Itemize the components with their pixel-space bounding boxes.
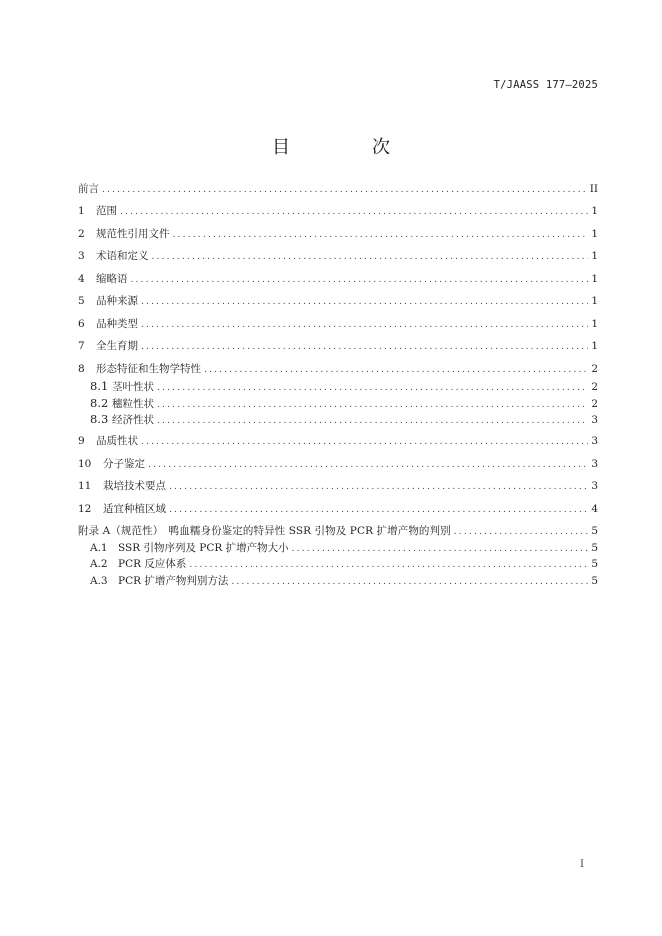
toc-page: 1 [591, 317, 598, 330]
toc-entry-a-1[interactable] [78, 540, 598, 556]
toc-leader [173, 227, 589, 243]
toc-page: 3 [591, 457, 598, 470]
toc-entry-8-2[interactable] [78, 395, 598, 411]
toc-entry-12[interactable] [78, 501, 598, 517]
toc-leader [152, 249, 589, 265]
toc-label: 范围 [96, 205, 117, 217]
toc-number: A.1 [90, 541, 108, 554]
toc-page: 1 [591, 340, 598, 352]
toc-number: 8 [78, 362, 85, 375]
toc-leader [120, 204, 588, 220]
toc-number: 5 [78, 295, 85, 307]
toc-entry-8-3[interactable] [78, 411, 598, 427]
toc-page: 5 [591, 541, 598, 554]
toc-leader [131, 272, 589, 288]
toc-entry-10[interactable] [78, 456, 598, 472]
toc-number: 7 [78, 340, 85, 352]
toc-number: 4 [78, 272, 85, 285]
toc-label: PCR 反应体系 [118, 558, 187, 570]
standard-code: T/JAASS 177—2025 [493, 79, 598, 91]
toc-leader [141, 317, 588, 333]
toc-entry-2[interactable] [78, 226, 598, 242]
toc-number: A.2 [90, 558, 108, 570]
toc-label: 形态特征和生物学特性 [96, 362, 201, 375]
toc-label: PCR 扩增产物判别方法 [118, 574, 229, 587]
toc-leader [189, 557, 588, 573]
toc-number: 6 [78, 317, 85, 330]
toc-page: II [589, 183, 598, 195]
toc-page: 5 [591, 558, 598, 570]
toc-label: 规范性引用文件 [96, 227, 170, 240]
toc-page: 3 [591, 480, 598, 492]
toc-leader [292, 541, 589, 557]
toc-entry-6[interactable] [78, 316, 598, 332]
toc-number: 12 [78, 502, 92, 515]
toc-label: 附录 A（规范性） 鸭血糯身份鉴定的特异性 SSR 引物及 PCR 扩增产物的判别 [78, 525, 451, 537]
toc-label: 前言 [78, 183, 99, 195]
toc-entry-appendix-a[interactable] [78, 523, 598, 539]
toc-entry-7[interactable] [78, 338, 598, 354]
toc-label: 品质性状 [96, 435, 138, 447]
toc-label: 全生育期 [96, 340, 138, 352]
toc-leader [141, 434, 588, 450]
toc-page: 4 [591, 502, 598, 515]
toc-number: 8.3 [90, 412, 109, 426]
toc-page: 1 [591, 295, 598, 307]
toc-number: 11 [78, 480, 92, 492]
toc-label: SSR 引物序列及 PCR 扩增产物大小 [118, 541, 289, 554]
toc-label: 品种类型 [96, 317, 138, 330]
toc-leader [148, 457, 588, 473]
toc-entry-11[interactable] [78, 478, 598, 494]
toc-entry-9[interactable] [78, 433, 598, 449]
toc-leader [169, 502, 588, 518]
toc-page: 1 [591, 250, 598, 262]
toc-number: A.3 [90, 574, 108, 587]
toc-number: 1 [78, 205, 85, 217]
toc-label: 缩略语 [96, 272, 128, 285]
toc-page: 1 [591, 227, 598, 240]
toc-number: 10 [78, 457, 92, 470]
toc-leader [141, 294, 588, 310]
toc-page: 1 [591, 205, 598, 217]
toc-page: 2 [591, 381, 598, 393]
toc-entry-5[interactable] [78, 293, 598, 309]
toc-leader [169, 479, 588, 495]
toc-label: 茎叶性状 [112, 381, 154, 393]
toc-page: 5 [591, 525, 598, 537]
toc-entry-foreword[interactable] [78, 181, 598, 197]
toc-number: 3 [78, 250, 85, 262]
toc-label: 适宜种植区域 [103, 502, 166, 515]
toc-entry-8[interactable] [78, 361, 598, 377]
toc-page: 3 [591, 435, 598, 447]
toc-label: 穗粒性状 [112, 397, 154, 410]
toc-entry-4[interactable] [78, 271, 598, 287]
page-title: 目 次 [272, 137, 422, 158]
toc-leader [157, 413, 588, 429]
toc-number: 8.2 [90, 395, 109, 410]
toc-entry-1[interactable] [78, 203, 598, 219]
toc-number: 9 [78, 435, 85, 447]
toc-page: 1 [591, 272, 598, 285]
toc-entry-a-2[interactable] [78, 556, 598, 572]
toc-page: 2 [591, 397, 598, 410]
toc-label: 经济性状 [112, 414, 154, 426]
page-number: I [580, 859, 584, 870]
toc-label: 品种来源 [96, 295, 138, 307]
toc-leader [454, 524, 589, 540]
toc-leader [102, 182, 587, 198]
toc-entry-3[interactable] [78, 248, 598, 264]
toc-entry-a-3[interactable] [78, 573, 598, 589]
toc-label: 分子鉴定 [103, 457, 145, 470]
toc-leader [204, 362, 588, 378]
toc-page: 2 [591, 362, 598, 375]
toc-entry-8-1[interactable] [78, 378, 598, 394]
toc-leader [231, 574, 588, 590]
toc-page: 3 [591, 414, 598, 426]
toc-leader [141, 339, 588, 355]
toc-number: 2 [78, 227, 85, 240]
toc-number: 8.1 [90, 379, 109, 393]
toc-label: 栽培技术要点 [103, 480, 166, 492]
toc-label: 术语和定义 [96, 250, 149, 262]
toc-page: 5 [591, 574, 598, 587]
